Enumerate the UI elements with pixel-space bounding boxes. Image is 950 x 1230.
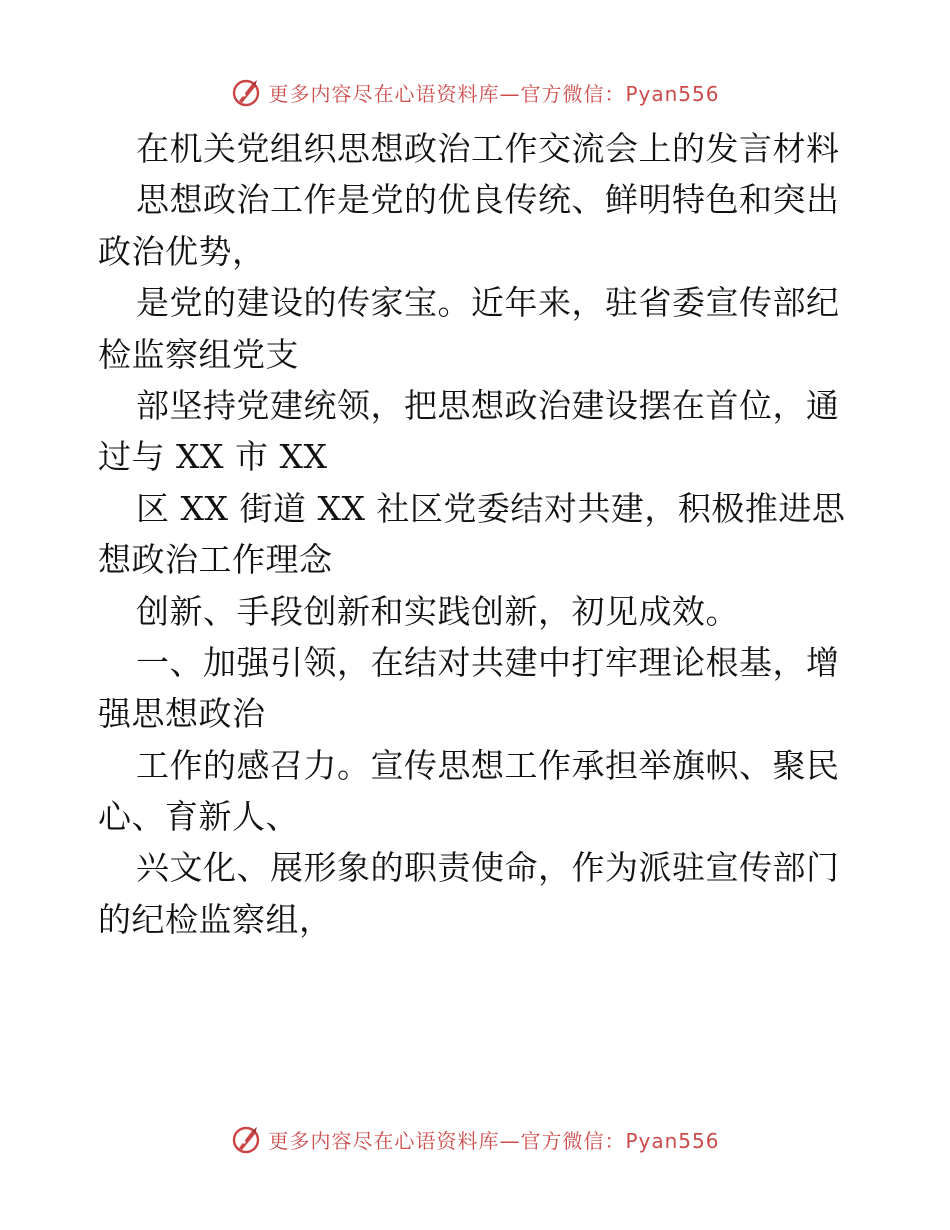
document-body xyxy=(98,123,858,945)
text-line: 想政治工作理念 xyxy=(98,540,333,580)
header-banner xyxy=(0,70,950,114)
footer-banner-text: 更多内容尽在心语资料库—官方微信：Pyan556 xyxy=(268,1128,720,1153)
text-line: 区 XX 街道 XX 社区党委结对共建，积极推进思 xyxy=(136,488,846,528)
text-line: 是党的建设的传家宝。近年来，驻省委宣传部纪 xyxy=(136,283,840,323)
text-line: 强思想政治 xyxy=(98,694,266,734)
text-line: 过与 XX 市 XX xyxy=(98,437,328,477)
text-line: 政治优势， xyxy=(98,231,266,271)
document-title: 在机关党组织思想政治工作交流会上的发言材料 xyxy=(136,129,840,168)
footer-banner xyxy=(0,1117,950,1161)
quill-pen-logo-icon xyxy=(230,1123,262,1155)
text-line: 的纪检监察组， xyxy=(98,899,333,939)
text-line: 部坚持党建统领，把思想政治建设摆在首位，通 xyxy=(136,385,840,425)
text-line: 创新、手段创新和实践创新，初见成效。 xyxy=(136,591,739,631)
text-line: 心、育新人、 xyxy=(98,797,299,837)
text-line: 工作的感召力。宣传思想工作承担举旗帜、聚民 xyxy=(136,745,840,785)
text-line: 一、加强引领，在结对共建中打牢理论根基，增 xyxy=(136,642,840,682)
text-line: 思想政治工作是党的优良传统、鲜明特色和突出 xyxy=(136,180,840,220)
text-line: 检监察组党支 xyxy=(98,334,299,374)
header-banner-text: 更多内容尽在心语资料库—官方微信：Pyan556 xyxy=(268,81,720,106)
text-line: 兴文化、展形象的职责使命，作为派驻宣传部门 xyxy=(136,848,840,888)
quill-pen-logo-icon xyxy=(230,76,262,108)
